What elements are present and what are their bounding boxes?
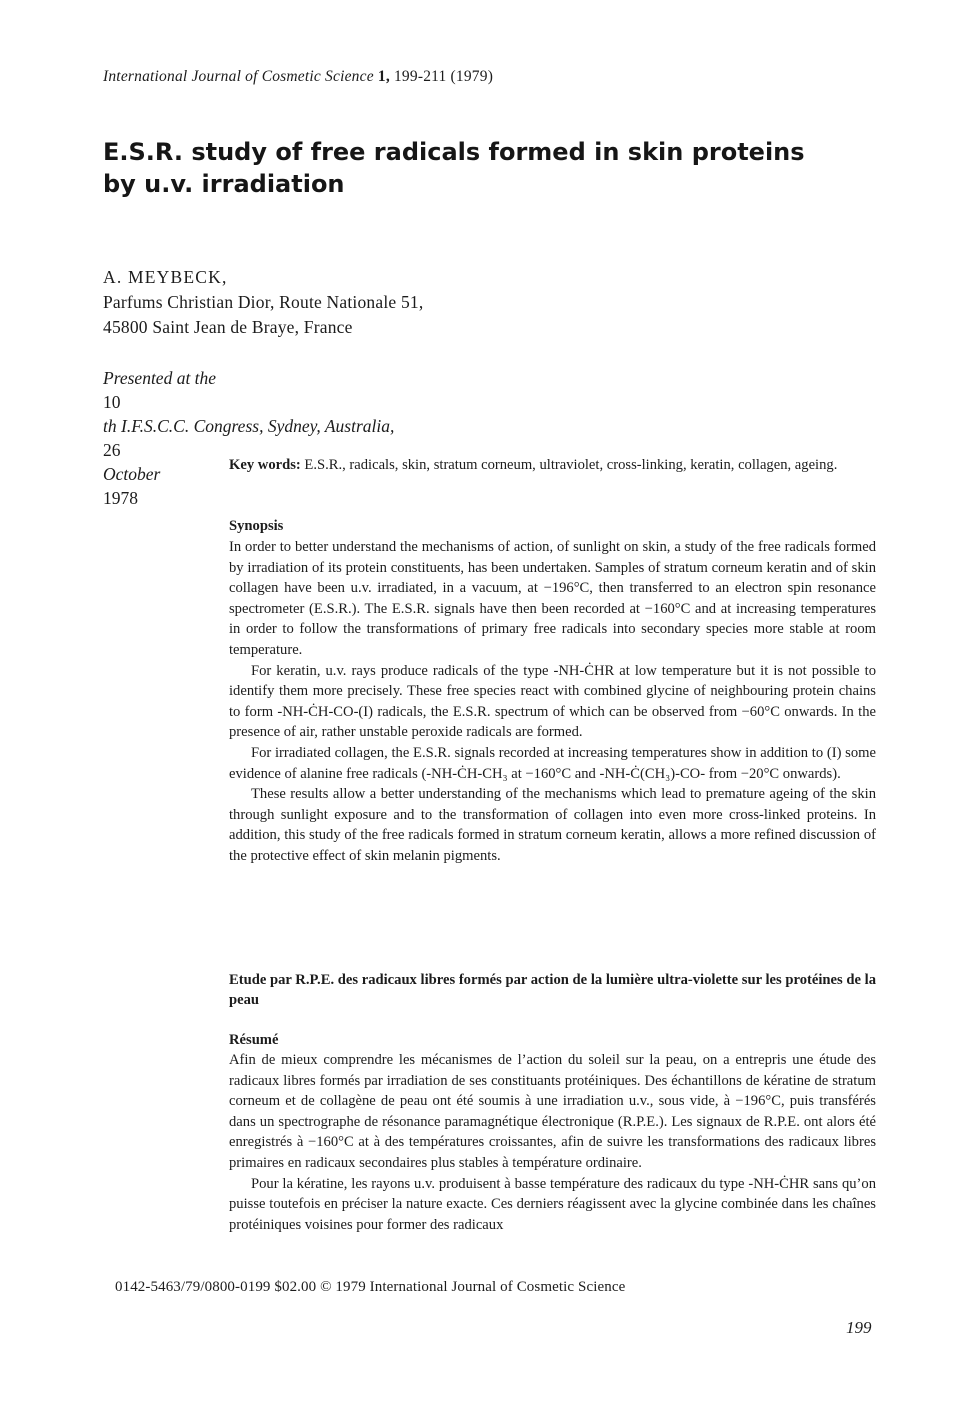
presented-note — [103, 366, 394, 510]
synopsis-paragraph: These results allow a better understanding of the mechanisms which lead to premature ageing of the skin through sunlight exposure and to the transformation of collagen into even more cross-linked proteins. In addition, this study of the free radicals formed in stratum corneum keratin, allows a more refined discussion of the protective effect of skin melanin pigments. — [229, 786, 876, 864]
journal-pages-year: 199-211 (1979) — [389, 68, 494, 85]
article-title — [103, 136, 883, 200]
author-affiliation-2: 45800 Saint Jean de Braye, France — [103, 317, 353, 337]
keywords-text: E.S.R., radicals, skin, stratum corneum, ultraviolet, cross-linking, keratin, collagen, ageing. — [300, 457, 838, 473]
resume-paragraph: Afin de mieux comprendre les mécanismes de l’action du soleil sur la peau, on a entrepris une étude des radicaux libres formés par irradiation de ses constituants protéiniques. Des échantillons de kératine de stratum corneum et de collagène de peau ont été soumis à une irradiation u.v., sous vide, à −196°C, puis transférés dans un spectrographe de résonance paramagnétique électronique (R.P.E.). Les signaux de R.P.E. ont alors été enregistrés à −160°C at à des températures croissantes, afin de suivre les transformations des radicaux libres primaires en radicaux secondaires plus stables à température ordinaire. — [229, 1052, 876, 1171]
congress-name: th I.F.S.C.C. Congress, Sydney, Australia, — [103, 416, 395, 436]
author-affiliation-1: Parfums Christian Dior, Route Nationale 51, — [103, 292, 424, 312]
synopsis-paragraph: In order to better understand the mechanisms of action, of sunlight on skin, a study of the free radicals formed by irradiation of its protein constituents, has been undertaken. Samples of stratum corneum keratin and of skin collagen have been u.v. irradiated, in a vacuum, at −196°C, then transferred to an electron spin resonance spectrometer (E.S.R.). The E.S.R. signals have then been recorded at −160°C and at increasing temperatures in order to follow the transformations of primary free radicals into secondary species more stable at room temperature. — [229, 539, 876, 658]
journal-citation — [103, 68, 493, 86]
french-title: Etude par R.P.E. des radicaux libres formés par action de la lumière ultra-violette sur les protéines de la peau — [229, 972, 876, 1008]
presented-prefix: Presented at the — [103, 368, 217, 388]
keywords-label: Key words: — [229, 457, 301, 473]
resume-paragraph: Pour la kératine, les rayons u.v. produisent à basse température des radicaux du type -NH-ĊHR sans qu’on puisse toutefois en préciser la nature exacte. Ces derniers réagissent avec la glycine combinée dans les chaînes protéiniques voisines pour former des radicaux — [229, 1175, 876, 1233]
synopsis-paragraph: For irradiated collagen, the E.S.R. signals recorded at increasing temperatures show in addition to (I) some evidence of alanine free radicals (-NH-ĊH-CH₃ at −160°C and -NH-Ċ(CH₃)-CO- from −20°C onwards). — [229, 744, 876, 782]
author-block — [103, 265, 423, 340]
synopsis-heading: Synopsis — [229, 518, 284, 534]
resume-body — [229, 1050, 876, 1235]
author-line-1 — [103, 265, 423, 315]
copyright-line: 0142-5463/79/0800-0199 $02.00 © 1979 International Journal of Cosmetic Science — [115, 1279, 626, 1295]
article-title-line-2: by u.v. irradiation — [103, 170, 345, 198]
presented-month: October — [103, 464, 161, 484]
author-name: A. MEYBECK, — [103, 267, 228, 287]
synopsis-paragraph: For keratin, u.v. rays produce radicals of the type -NH-ĊHR at low temperature but it is not possible to identify them more precisely. These free species react with combined glycine of neighbouring protein chains to form -NH-ĊH-CO-(I) radicals, the E.S.R. spectrum of which can be observed from −60°C onwards. In the presence of air, rather unstable peroxide radicals are formed. — [229, 662, 876, 741]
journal-volume: 1, — [377, 68, 390, 85]
presented-line-1 — [103, 366, 394, 438]
synopsis-body — [229, 537, 876, 867]
keywords — [229, 455, 876, 476]
presented-year: 1978 — [103, 488, 138, 508]
resume-heading: Résumé — [229, 1032, 279, 1048]
journal-name: International Journal of Cosmetic Science — [103, 68, 374, 85]
article-title-line-1: E.S.R. study of free radicals formed in skin proteins — [103, 138, 805, 166]
presented-day: 26 — [103, 440, 121, 460]
congress-number: 10 — [103, 392, 121, 412]
page-number: 199 — [846, 1318, 872, 1337]
